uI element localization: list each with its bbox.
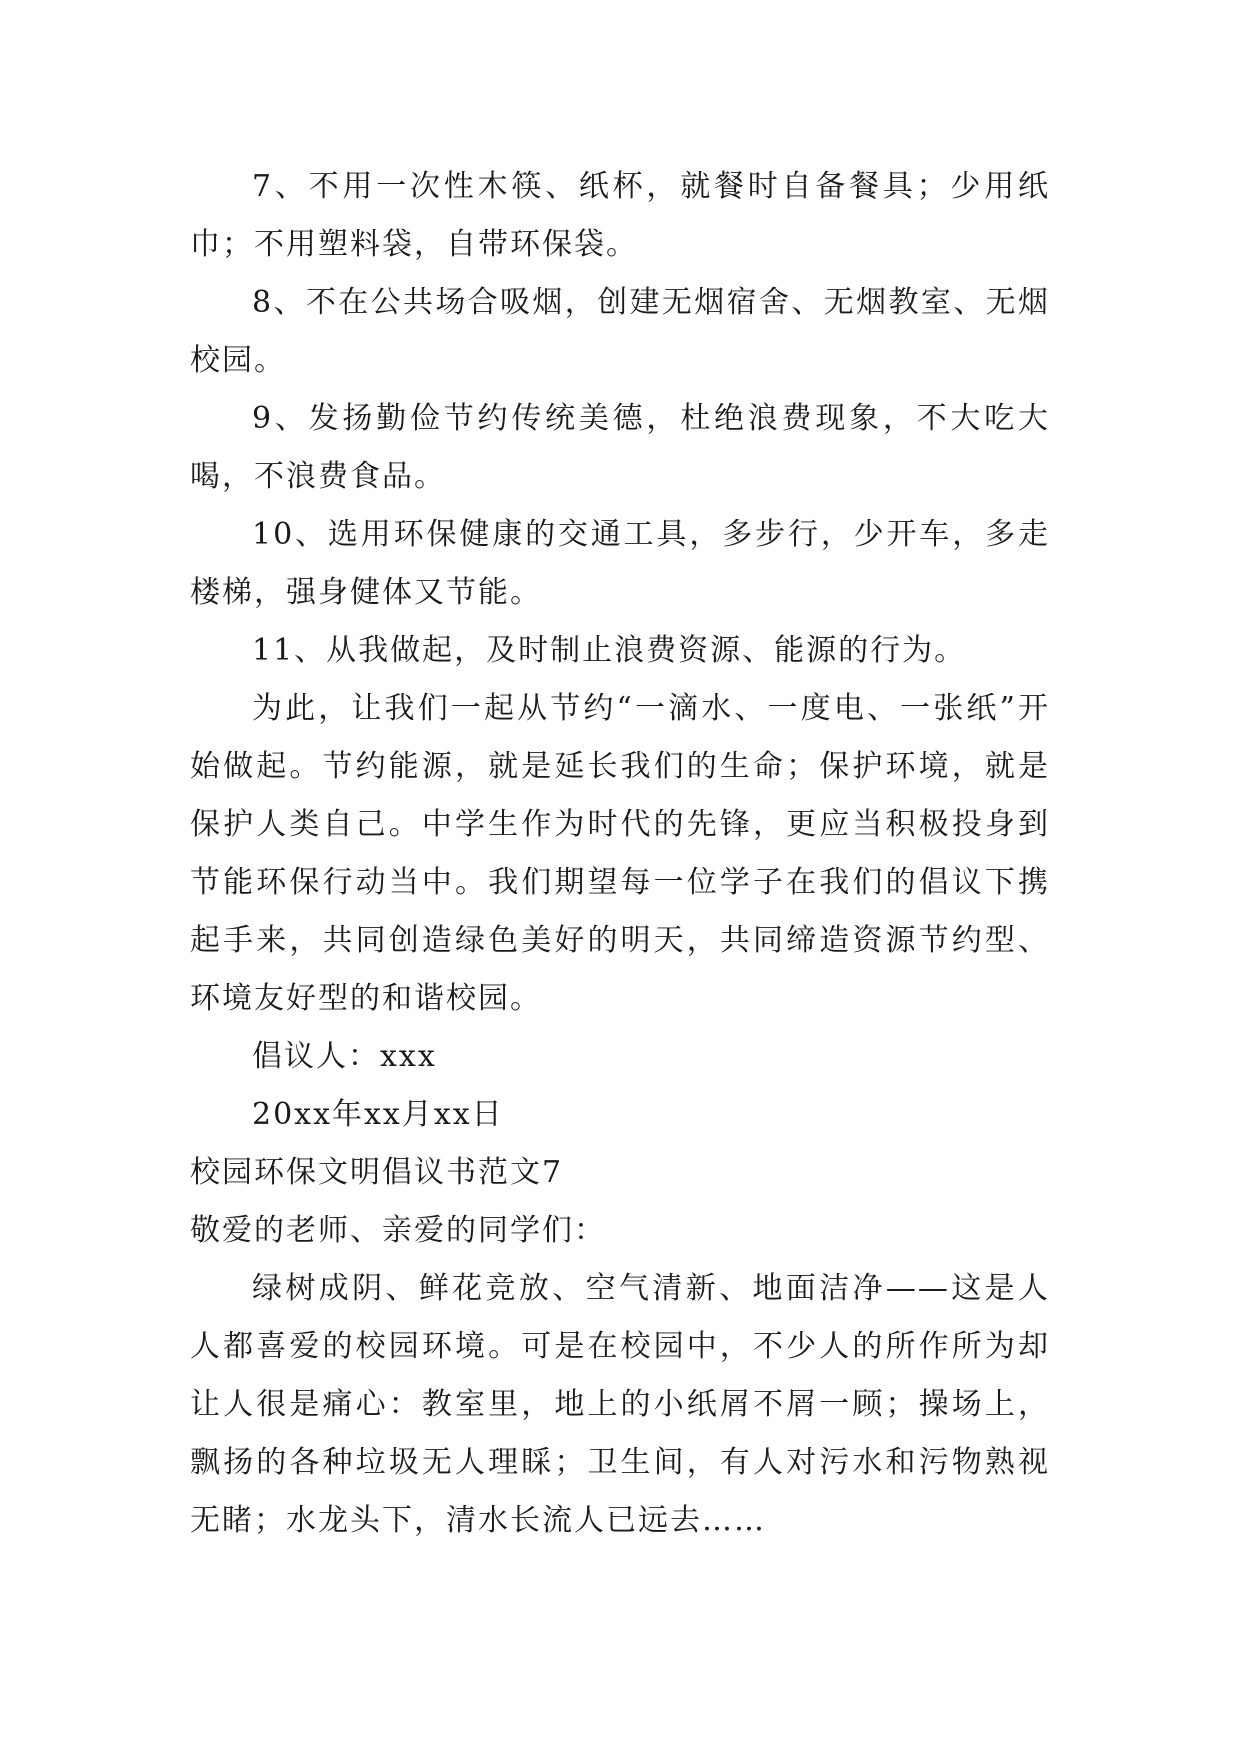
signature-initiator: 倡议人：xxx	[252, 1039, 437, 1074]
paragraph-item-7: 7、不用一次性木筷、纸杯，就餐时自备餐具；少用纸巾；不用塑料袋，自带环保袋。	[190, 169, 1050, 262]
document-body	[190, 158, 1050, 1550]
paragraph-item-11: 11、从我做起，及时制止浪费资源、能源的行为。	[252, 633, 967, 668]
section-title: 校园环保文明倡议书范文7	[190, 1155, 564, 1190]
salutation: 敬爱的老师、亲爱的同学们：	[190, 1213, 606, 1248]
paragraph-item-8: 8、不在公共场合吸烟，创建无烟宿舍、无烟教室、无烟校园。	[190, 285, 1050, 378]
paragraph-item-10: 10、选用环保健康的交通工具，多步行，少开车，多走楼梯，强身健体又节能。	[190, 517, 1050, 610]
paragraph-item-9: 9、发扬勤俭节约传统美德，杜绝浪费现象，不大吃大喝，不浪费食品。	[190, 401, 1050, 494]
signature-date: 20xx年xx月xx日	[252, 1097, 504, 1132]
section-paragraph: 绿树成阴、鲜花竞放、空气清新、地面洁净——这是人人都喜爱的校园环境。可是在校园中，不少人的所作所为却让人很是痛心：教室里，地上的小纸屑不屑一顾；操场上，飘扬的各种垃圾无人理睬；卫生间，有人对污水和污物熟视无睹；水龙头下，清水长流人已远去……	[190, 1271, 1050, 1538]
paragraph-conclusion: 为此，让我们一起从节约“一滴水、一度电、一张纸”开始做起。节约能源，就是延长我们的生命；保护环境，就是保护人类自己。中学生作为时代的先锋，更应当积极投身到节能环保行动当中。我们期望每一位学子在我们的倡议下携起手来，共同创造绿色美好的明天，共同缔造资源节约型、环境友好型的和谐校园。	[190, 691, 1050, 1016]
